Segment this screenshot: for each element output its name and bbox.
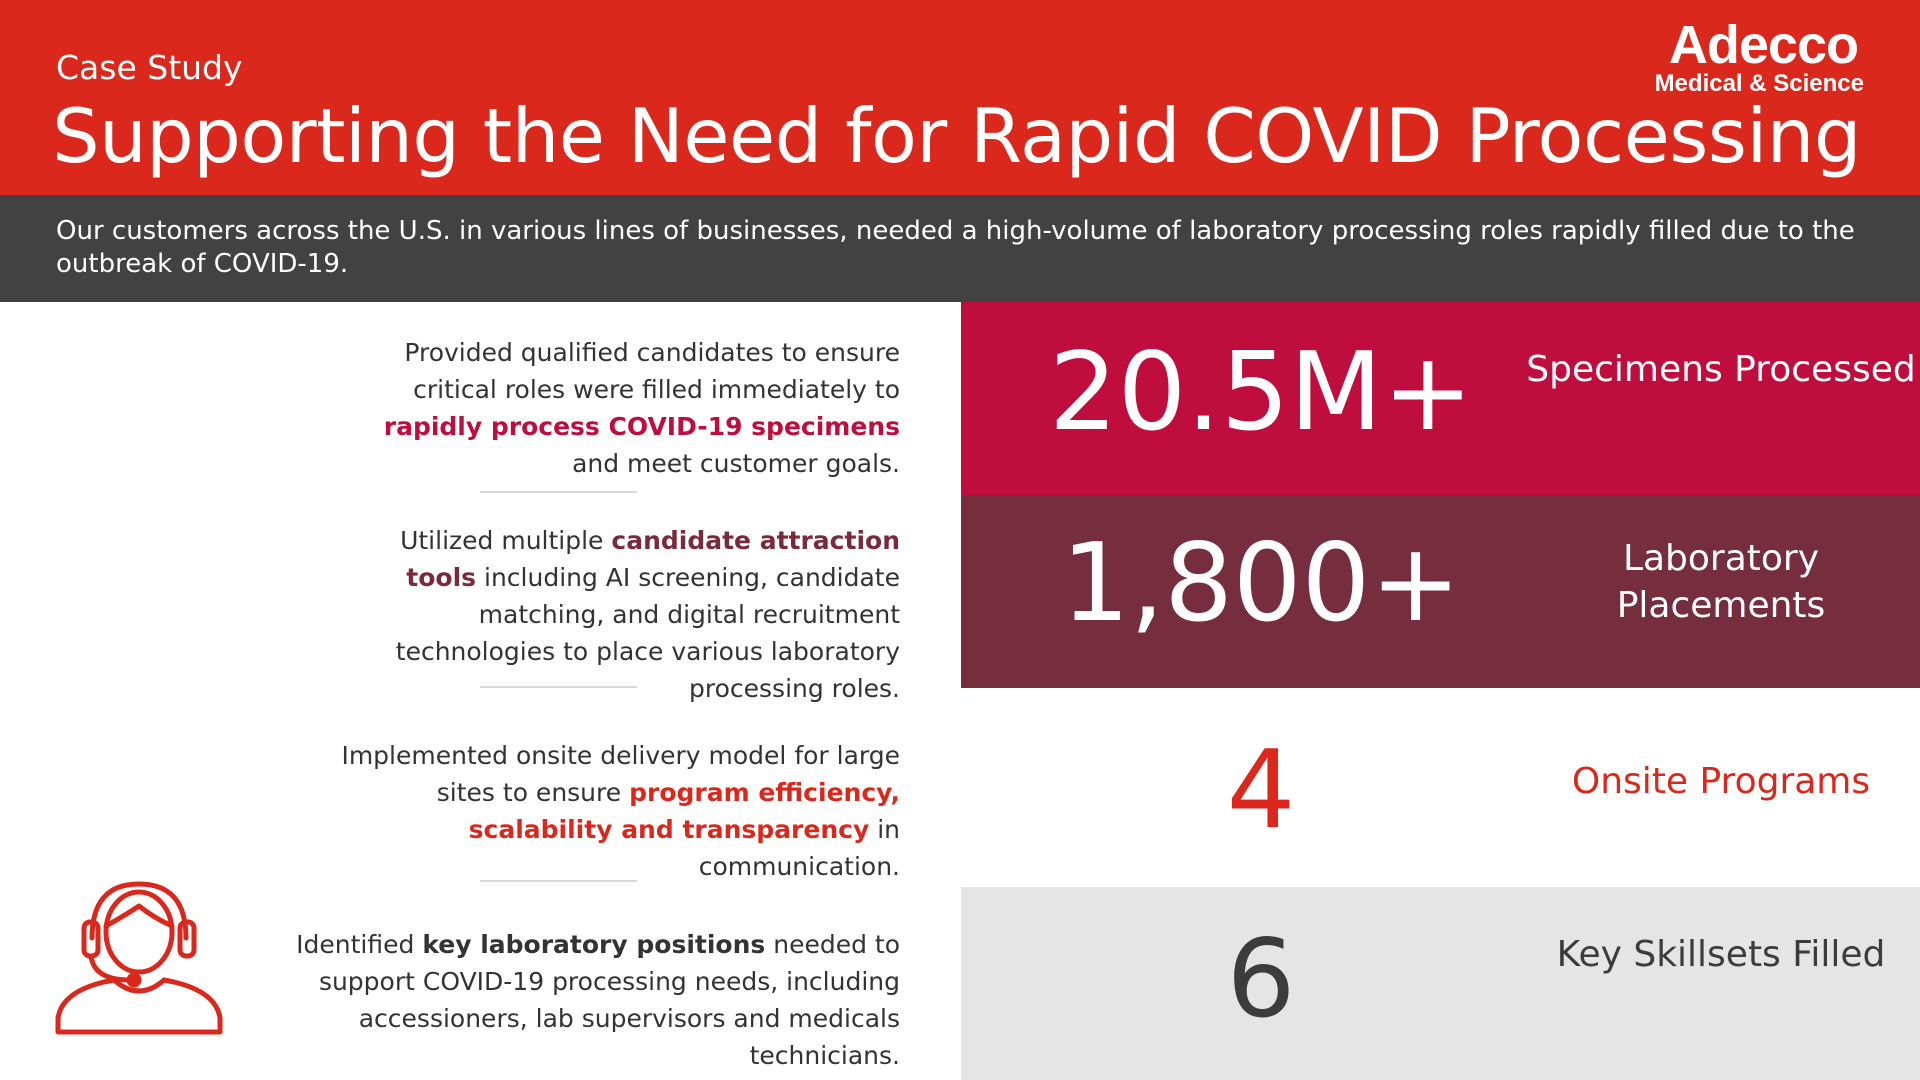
stat-value: 20.5M+ xyxy=(1048,330,1474,455)
logo-subtitle: Medical & Science xyxy=(1654,70,1864,97)
item-text: in communication. xyxy=(698,815,900,881)
header-banner xyxy=(0,0,1920,195)
item-text: and meet customer goals. xyxy=(572,449,900,478)
divider xyxy=(480,686,637,688)
divider xyxy=(480,491,637,493)
summary-item-onsite-model xyxy=(340,737,900,885)
summary-item-attraction-tools xyxy=(340,522,900,707)
stat-label: Laboratory Placements xyxy=(1616,538,1826,626)
item-text: Provided qualified candidates to ensure critical roles were filled immediately to xyxy=(404,338,900,404)
item-text: needed to support COVID-19 processing needs, including accessioners, lab supervisors and medicals technicians. xyxy=(318,930,900,1070)
item-highlight: rapidly process COVID-19 specimens xyxy=(383,412,900,441)
item-highlight: key laboratory positions xyxy=(422,930,766,959)
adecco-logo xyxy=(1624,14,1864,104)
summary-item-specimens xyxy=(340,334,900,482)
item-text: including AI screening, candidate matching, and digital recruitment technologies to place various laboratory processing roles. xyxy=(395,563,900,703)
logo-wordmark: Adecco xyxy=(1668,15,1858,75)
item-text: Implemented onsite delivery model for large sites to ensure xyxy=(341,741,900,807)
item-highlight: candidate attraction tools xyxy=(406,526,900,592)
item-text: Utilized multiple xyxy=(400,526,612,555)
intro-text: Our customers across the U.S. in various lines of businesses, needed a high-volume of laboratory processing roles rapidly filled due to the outbreak of COVID-19. xyxy=(56,216,1855,279)
stat-label: Specimens Processed xyxy=(1526,349,1916,390)
intro-band xyxy=(0,195,1920,302)
stat-panel-onsite-programs xyxy=(961,688,1920,887)
summary-item-key-positions xyxy=(260,926,900,1074)
eyebrow-label: Case Study xyxy=(56,48,243,87)
stat-panel-specimens xyxy=(961,302,1920,495)
headset-agent-icon xyxy=(54,876,224,1036)
stat-label: Onsite Programs xyxy=(1571,761,1871,802)
stat-panel-placements xyxy=(961,495,1920,688)
item-highlight: program efficiency, scalability and transparency xyxy=(468,778,900,844)
stat-value: 4 xyxy=(1226,728,1296,853)
divider xyxy=(480,880,637,882)
stat-value: 6 xyxy=(1226,917,1296,1042)
item-text: Identified xyxy=(296,930,423,959)
stat-label: Key Skillsets Filled xyxy=(1556,934,1886,975)
page-title: Supporting the Need for Rapid COVID Processing xyxy=(52,92,1861,180)
stat-value: 1,800+ xyxy=(1061,521,1461,646)
stat-panel-skillsets xyxy=(961,887,1920,1080)
